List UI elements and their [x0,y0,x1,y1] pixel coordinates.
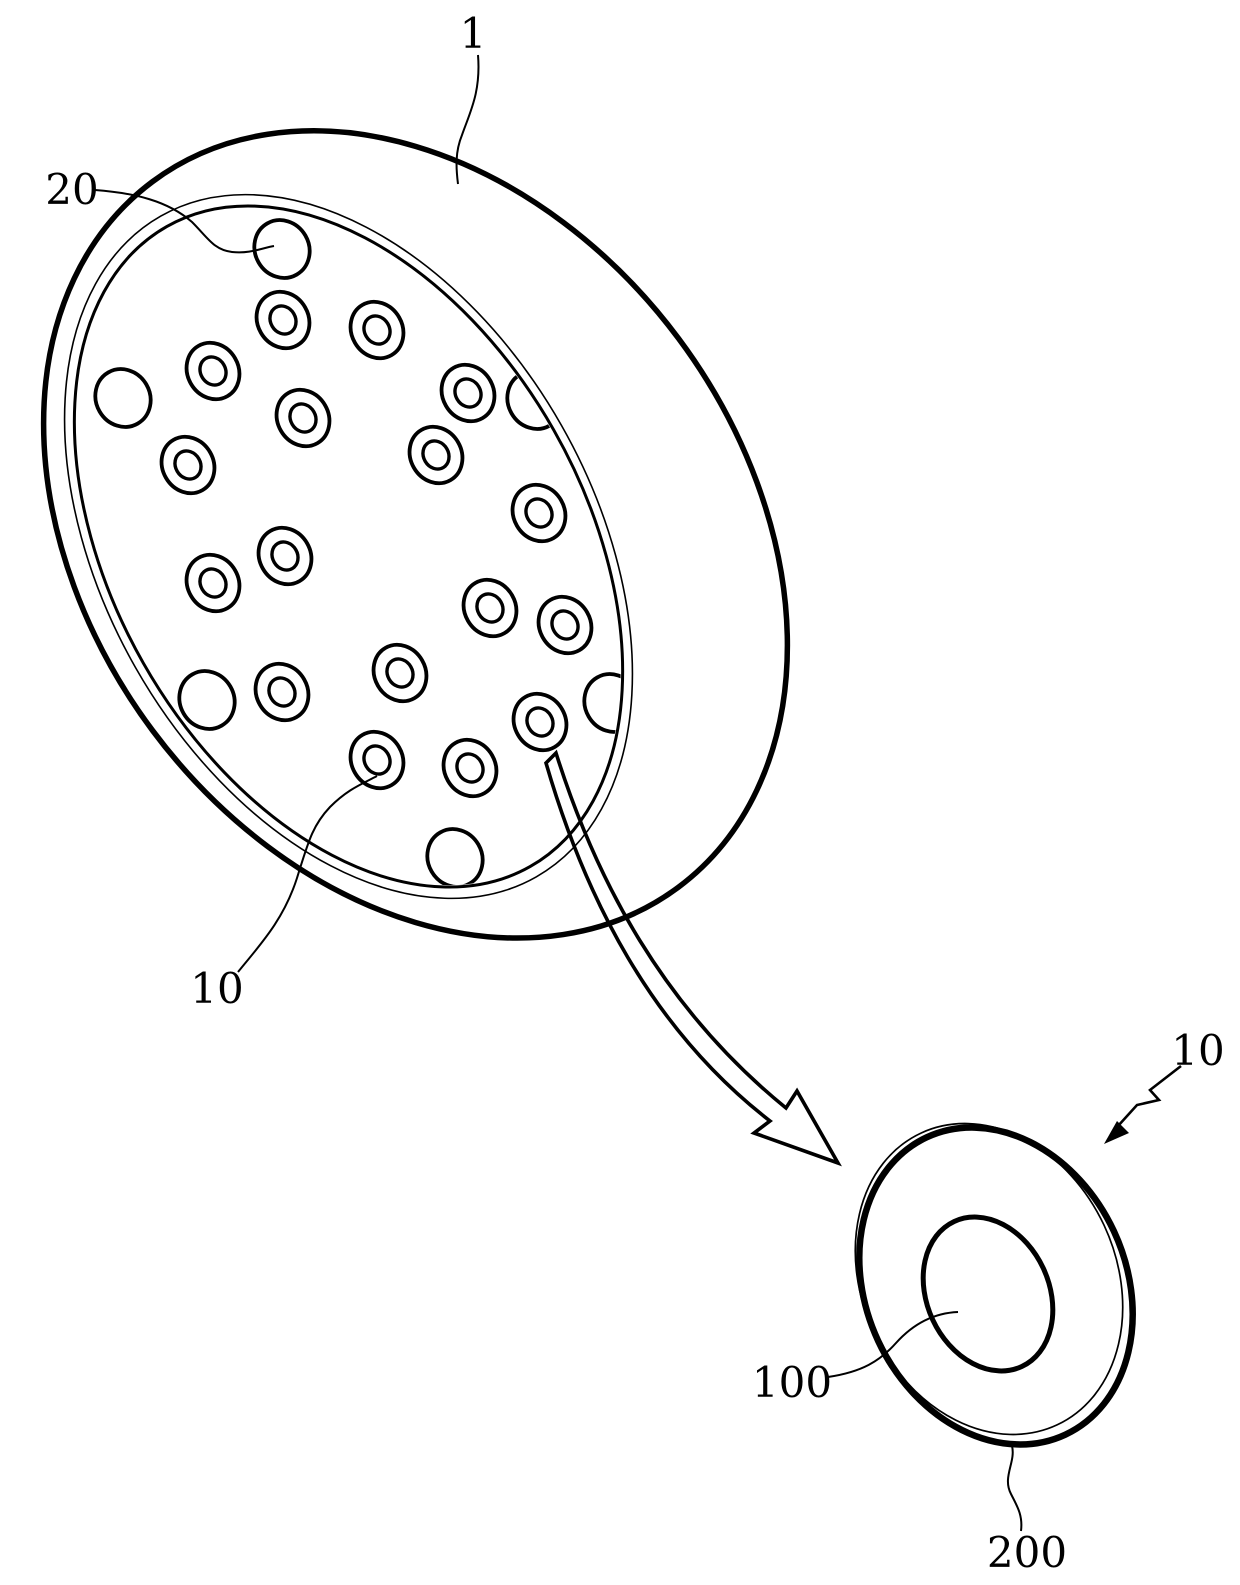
disc-hole-ring-outer [176,333,249,409]
detail-pointer-line [1118,1066,1181,1126]
disc-hole-array [85,210,650,897]
disc-hole-ring-outer [502,475,575,551]
disc-hole-ring-outer [151,427,224,503]
detail-pointer [1104,1066,1181,1144]
label-ring-in-disc: 10 [190,964,244,1013]
label-inner-core: 100 [751,1358,833,1407]
disc-hole-ring-outer [340,722,413,798]
disc-hole-ring-inner [418,436,454,474]
disc-hole-ring-inner [452,749,488,787]
disc-hole-ring-outer [503,684,576,760]
disc-hole-ring-outer [248,518,321,594]
disc-hole-plain [574,664,650,742]
disc-hole-ring-inner [359,311,395,349]
disc-hole-plain [169,661,245,739]
label-assembly: 1 [459,9,487,58]
disc-hole-plain [85,359,161,437]
disc-hole-ring-inner [195,352,231,390]
detail-ring [806,1079,1183,1489]
disc-hole-ring-inner [265,301,301,339]
ring-outer-edge [809,1082,1183,1489]
disc-hole-ring-inner [472,589,508,627]
extraction-arrow [546,753,838,1163]
disc-hole-ring-inner [267,537,303,575]
leader-line-empty-hole [95,190,274,252]
disc-hole-ring-inner [359,741,395,779]
label-outer-body: 200 [986,1528,1068,1577]
disc-rim-outer-line [0,95,749,998]
disc-hole-ring-outer [431,355,504,431]
disc-hole-ring-outer [453,570,526,646]
label-empty-hole: 20 [45,165,99,214]
disc-hole-ring-outer [433,730,506,806]
disc-hole-ring-outer [266,380,339,456]
reference-leaders [95,55,1021,1531]
detail-pointer-arrowhead-icon [1104,1121,1129,1144]
disc-hole-ring-outer [399,417,472,493]
leader-line-outer-body [1008,1446,1021,1531]
disc-hole-ring-inner [382,654,418,692]
disc-hole-ring-outer [528,587,601,663]
ring-inner-hole [899,1196,1077,1393]
disc-hole-ring-inner [521,494,557,532]
disc-hole-ring-outer [363,635,436,711]
disc-hole-ring-inner [264,673,300,711]
disc-hole-ring-inner [450,374,486,412]
disc-hole-ring-inner [547,606,583,644]
disc-hole-ring-inner [195,564,231,602]
disc-hole-ring-inner [522,703,558,741]
disc-hole-ring-outer [245,654,318,730]
disc-hole-ring-outer [176,545,249,621]
disc-hole-plain [244,210,320,288]
disc-hole-ring-inner [285,399,321,437]
label-detail-ref: 10 [1171,1026,1225,1075]
disc-hole-ring-inner [170,446,206,484]
disc-hole-ring-outer [340,292,413,368]
disc-hole-ring-outer [246,282,319,358]
disc-rim-inner-line [0,110,735,983]
